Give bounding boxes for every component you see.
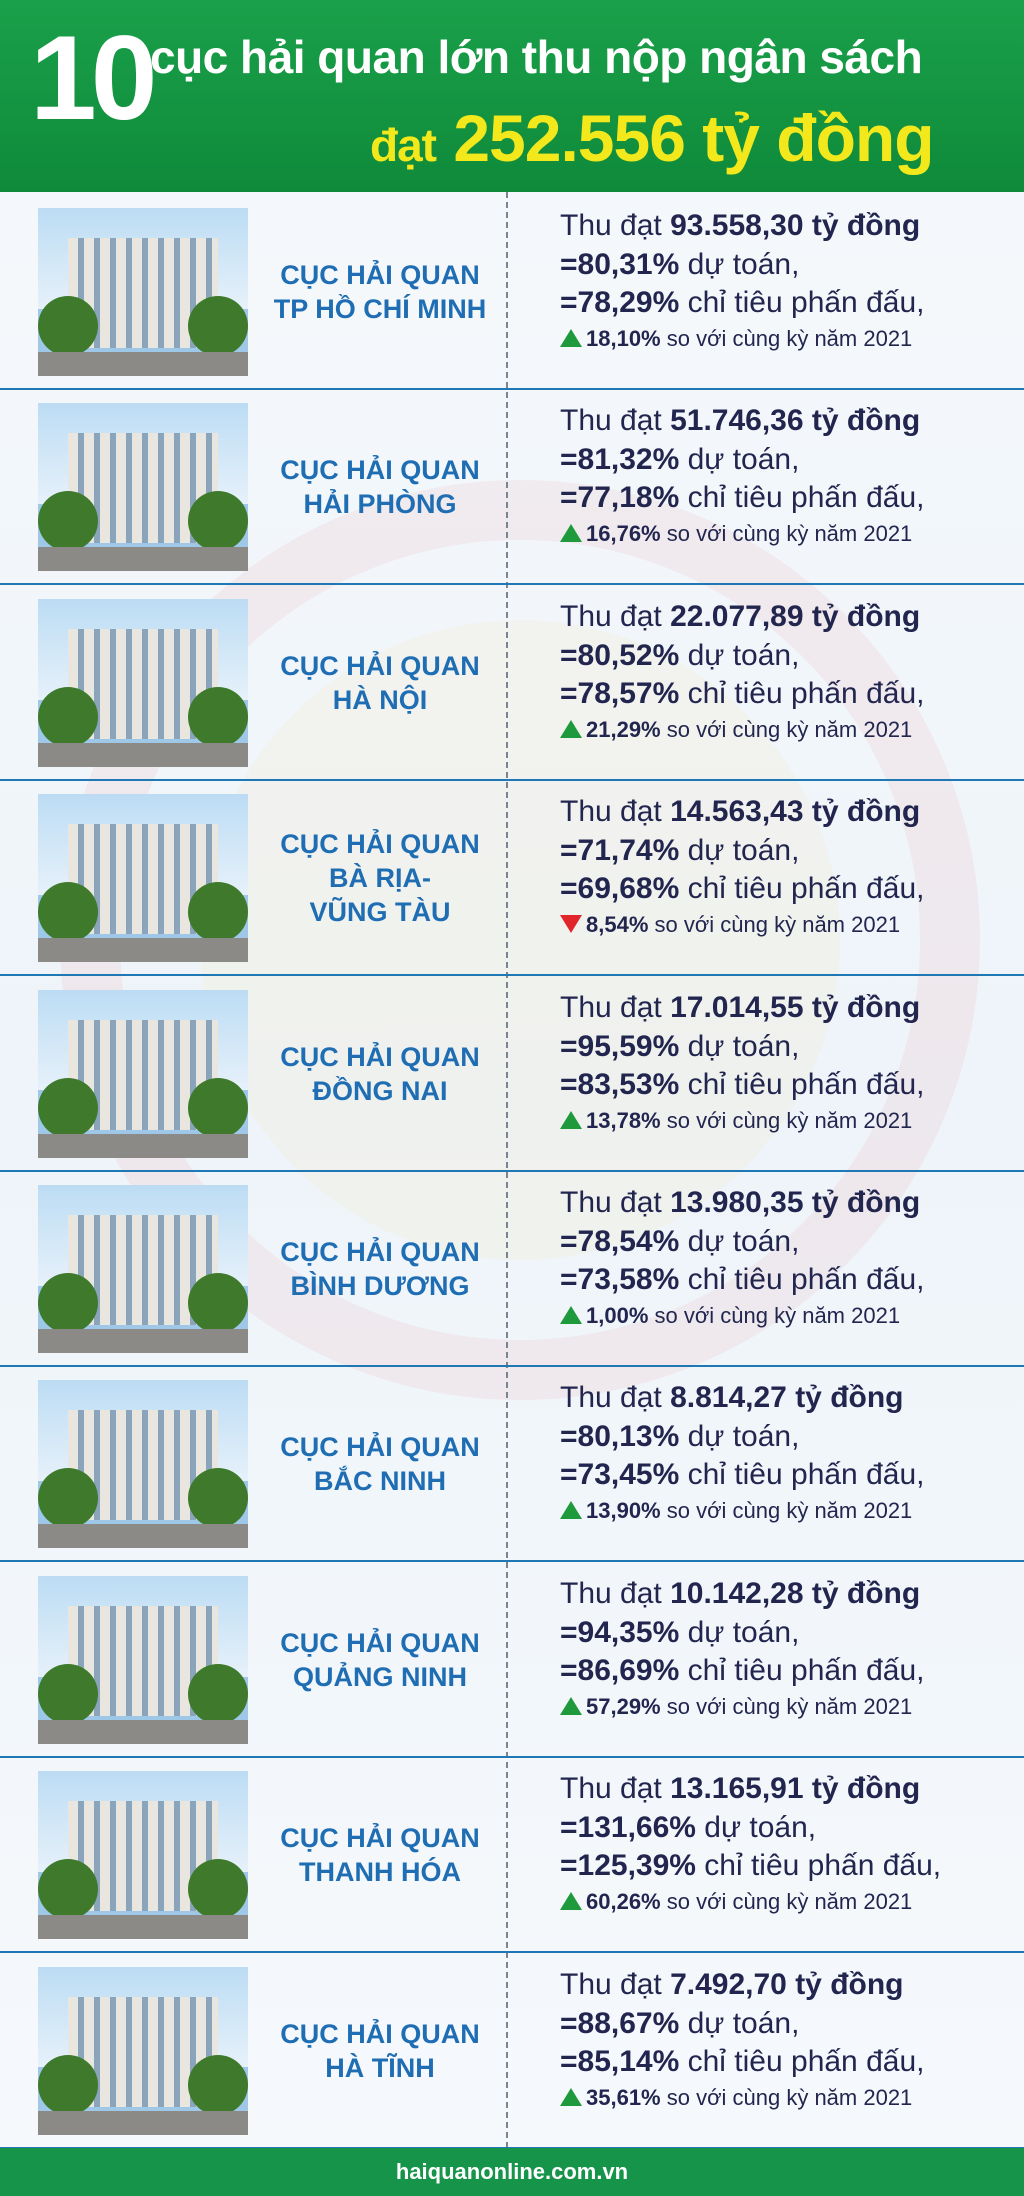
office-row: [0, 1757, 1024, 1953]
yoy-percent: 16,76%: [586, 521, 661, 547]
yoy-line: [560, 1690, 1020, 1724]
yoy-label: so với cùng kỳ năm 2021: [648, 912, 901, 938]
photo-ground: [38, 743, 248, 767]
office-name-line2: HÀ NỘI: [332, 684, 428, 715]
photo-ground: [38, 1134, 248, 1158]
target-label: chỉ tiêu phấn đấu,: [679, 1067, 925, 1101]
target-percent: =86,69%: [560, 1653, 680, 1687]
photo-tree: [38, 1078, 98, 1138]
revenue-line: [560, 597, 1020, 637]
estimate-label: dự toán,: [679, 2006, 800, 2040]
estimate-line: [560, 1614, 1020, 1652]
office-row: [0, 1953, 1024, 2149]
target-percent: =73,58%: [560, 1263, 680, 1296]
target-line: [560, 1456, 1020, 1494]
revenue-line: [560, 206, 1020, 246]
yoy-label: so với cùng kỳ năm 2021: [660, 1498, 913, 1524]
revenue-amount: 10.142,28 tỷ đồng: [670, 1576, 921, 1610]
photo-tree: [38, 882, 98, 942]
revenue-line: [560, 1183, 1020, 1223]
target-label: chỉ tiêu phấn đấu,: [679, 1653, 925, 1687]
photo-ground: [38, 352, 248, 376]
yoy-line: [560, 1885, 1020, 1919]
office-building-photo: [38, 1380, 248, 1548]
office-name: [262, 976, 498, 1172]
yoy-percent: 21,29%: [586, 716, 661, 742]
estimate-percent: =80,31%: [560, 248, 680, 281]
office-name-line3: VŨNG TÀU: [309, 897, 451, 928]
office-building-photo: [38, 403, 248, 571]
office-name-line1: CỤC HẢI QUAN: [280, 1627, 480, 1658]
office-building-photo: [38, 208, 248, 376]
office-name-line2: HẢI PHÒNG: [303, 489, 457, 520]
estimate-label: dự toán,: [679, 1420, 800, 1454]
office-stats: [560, 597, 1020, 747]
office-name: [262, 389, 498, 585]
arrow-up-icon: [560, 720, 582, 738]
target-percent: =83,53%: [560, 1067, 680, 1101]
target-line: [560, 1652, 1020, 1690]
estimate-line: [560, 1418, 1020, 1456]
photo-tree: [188, 1468, 248, 1528]
target-line: [560, 284, 1020, 322]
office-name-line1: CỤC HẢI QUAN: [280, 1237, 480, 1267]
yoy-label: so với cùng kỳ năm 2021: [660, 716, 913, 742]
estimate-line: [560, 832, 1020, 870]
estimate-line: [560, 441, 1020, 479]
yoy-line: [560, 908, 1020, 942]
office-name-line2: QUẢNG NINH: [293, 1661, 467, 1692]
office-row: [0, 1171, 1024, 1367]
arrow-up-icon: [560, 2088, 582, 2106]
revenue-line: [560, 1574, 1020, 1614]
header-total-prefix: đạt: [370, 119, 436, 171]
office-name: [262, 585, 498, 781]
photo-tree: [38, 1664, 98, 1724]
office-row: [0, 585, 1024, 781]
estimate-line: [560, 1223, 1020, 1261]
office-name: [262, 1366, 498, 1562]
estimate-percent: =94,35%: [560, 1615, 680, 1649]
revenue-prefix: Thu đạt: [560, 1967, 671, 2001]
photo-ground: [38, 547, 248, 571]
revenue-line: [560, 401, 1020, 441]
office-name-line1: CỤC HẢI QUAN: [280, 1823, 480, 1854]
estimate-percent: =131,66%: [560, 1811, 696, 1845]
yoy-line: [560, 2081, 1020, 2115]
revenue-prefix: Thu đạt: [560, 1381, 671, 1415]
arrow-up-icon: [560, 1501, 582, 1519]
revenue-amount: 22.077,89 tỷ đồng: [670, 599, 921, 633]
office-building-photo: [38, 990, 248, 1158]
header-title: cục hải quan lớn thu nộp ngân sách: [150, 31, 923, 83]
revenue-amount: 14.563,43 tỷ đồng: [670, 795, 921, 829]
estimate-percent: =95,59%: [560, 1029, 680, 1063]
yoy-label: so với cùng kỳ năm 2021: [660, 2084, 913, 2110]
header-total: [370, 100, 934, 176]
office-stats: [560, 1769, 1020, 1919]
yoy-percent: 35,61%: [586, 2084, 661, 2110]
yoy-percent: 8,54%: [586, 912, 649, 938]
yoy-line: [560, 1494, 1020, 1528]
office-building-photo: [38, 794, 248, 962]
yoy-line: [560, 1299, 1020, 1333]
office-stats: [560, 988, 1020, 1138]
office-row: [0, 780, 1024, 976]
photo-tree: [188, 1859, 248, 1919]
revenue-prefix: Thu đạt: [560, 209, 671, 242]
yoy-line: [560, 517, 1020, 551]
photo-tree: [38, 1468, 98, 1528]
yoy-line: [560, 713, 1020, 747]
header-total-amount: 252.556 tỷ đồng: [453, 101, 934, 175]
office-name: [262, 1757, 498, 1953]
target-line: [560, 1066, 1020, 1104]
arrow-up-icon: [560, 524, 582, 542]
revenue-amount: 93.558,30 tỷ đồng: [670, 209, 921, 242]
estimate-percent: =80,13%: [560, 1420, 680, 1454]
office-stats: [560, 1574, 1020, 1724]
header-banner: [0, 0, 1024, 192]
photo-tree: [188, 491, 248, 551]
yoy-percent: 57,29%: [586, 1693, 661, 1719]
yoy-percent: 13,78%: [586, 1107, 661, 1133]
revenue-line: [560, 792, 1020, 832]
office-name-line1: CỤC HẢI QUAN: [280, 2018, 480, 2049]
office-name-line1: CỤC HẢI QUAN: [280, 455, 480, 486]
photo-tree: [188, 1273, 248, 1333]
revenue-amount: 8.814,27 tỷ đồng: [670, 1381, 904, 1415]
target-label: chỉ tiêu phấn đấu,: [695, 1849, 942, 1883]
estimate-line: [560, 246, 1020, 284]
office-name-line2: BÀ RỊA-: [329, 863, 431, 894]
office-name: [262, 1562, 498, 1758]
revenue-prefix: Thu đạt: [560, 1772, 671, 1806]
target-percent: =78,57%: [560, 676, 680, 710]
arrow-up-icon: [560, 1892, 582, 1910]
estimate-percent: =81,32%: [560, 443, 680, 477]
yoy-label: so với cùng kỳ năm 2021: [660, 1693, 913, 1719]
revenue-prefix: Thu đạt: [560, 1186, 671, 1219]
photo-tree: [38, 296, 98, 356]
arrow-down-icon: [560, 915, 582, 933]
yoy-percent: 13,90%: [586, 1498, 661, 1524]
arrow-up-icon: [560, 329, 582, 347]
office-row: [0, 1562, 1024, 1758]
estimate-label: dự toán,: [679, 834, 800, 868]
estimate-label: dự toán,: [679, 1615, 800, 1649]
office-name-line2: TP HỒ CHÍ MINH: [273, 294, 487, 324]
header-number: 10: [30, 11, 152, 145]
photo-tree: [188, 296, 248, 356]
office-row: [0, 389, 1024, 585]
target-line: [560, 2043, 1020, 2081]
arrow-up-icon: [560, 1697, 582, 1715]
estimate-label: dự toán,: [679, 1029, 800, 1063]
estimate-percent: =80,52%: [560, 638, 680, 672]
target-label: chỉ tiêu phấn đấu,: [679, 2044, 925, 2078]
target-line: [560, 1847, 1020, 1885]
photo-tree: [38, 1859, 98, 1919]
office-stats: [560, 1183, 1020, 1333]
office-row: [0, 1366, 1024, 1562]
office-stats: [560, 206, 1020, 356]
office-building-photo: [38, 599, 248, 767]
office-name-line1: CỤC HẢI QUAN: [280, 650, 480, 681]
revenue-prefix: Thu đạt: [560, 404, 671, 438]
yoy-percent: 1,00%: [586, 1303, 649, 1328]
photo-ground: [38, 1915, 248, 1939]
revenue-line: [560, 988, 1020, 1028]
yoy-label: so với cùng kỳ năm 2021: [660, 1889, 913, 1915]
estimate-line: [560, 2005, 1020, 2043]
office-name-line1: CỤC HẢI QUAN: [280, 260, 480, 290]
target-label: chỉ tiêu phấn đấu,: [679, 872, 925, 906]
footer-site[interactable]: haiquanonline.com.vn: [395, 2159, 629, 2184]
yoy-line: [560, 322, 1020, 356]
estimate-label: dự toán,: [679, 1225, 800, 1258]
yoy-label: so với cùng kỳ năm 2021: [648, 1303, 901, 1328]
office-name-line2: BẮC NINH: [314, 1466, 446, 1497]
estimate-percent: =71,74%: [560, 834, 680, 868]
target-percent: =73,45%: [560, 1458, 680, 1492]
estimate-label: dự toán,: [679, 443, 800, 477]
revenue-prefix: Thu đạt: [560, 599, 671, 633]
revenue-prefix: Thu đạt: [560, 795, 671, 829]
revenue-line: [560, 1769, 1020, 1809]
office-name-line1: CỤC HẢI QUAN: [280, 1432, 480, 1463]
estimate-percent: =88,67%: [560, 2006, 680, 2040]
revenue-amount: 51.746,36 tỷ đồng: [670, 404, 921, 438]
office-stats: [560, 401, 1020, 551]
target-percent: =77,18%: [560, 481, 680, 515]
photo-tree: [188, 882, 248, 942]
photo-tree: [188, 687, 248, 747]
arrow-up-icon: [560, 1111, 582, 1129]
estimate-label: dự toán,: [679, 638, 800, 672]
footer-bar: [0, 2148, 1024, 2196]
office-name-line1: CỤC HẢI QUAN: [280, 829, 480, 860]
office-name-line2: ĐỒNG NAI: [312, 1075, 448, 1106]
office-building-photo: [38, 1967, 248, 2135]
office-stats: [560, 1378, 1020, 1528]
target-line: [560, 675, 1020, 713]
target-label: chỉ tiêu phấn đấu,: [679, 481, 925, 515]
office-building-photo: [38, 1576, 248, 1744]
yoy-label: so với cùng kỳ năm 2021: [660, 326, 913, 351]
target-line: [560, 479, 1020, 517]
photo-ground: [38, 1720, 248, 1744]
revenue-prefix: Thu đạt: [560, 990, 671, 1024]
office-name-line2: THANH HÓA: [299, 1857, 461, 1888]
target-percent: =85,14%: [560, 2044, 680, 2078]
revenue-amount: 13.165,91 tỷ đồng: [670, 1772, 921, 1806]
office-building-photo: [38, 1185, 248, 1353]
office-stats: [560, 1965, 1020, 2115]
yoy-percent: 60,26%: [586, 1889, 661, 1915]
photo-ground: [38, 1524, 248, 1548]
target-percent: =78,29%: [560, 286, 680, 319]
revenue-prefix: Thu đạt: [560, 1576, 671, 1610]
target-label: chỉ tiêu phấn đấu,: [679, 676, 925, 710]
photo-ground: [38, 938, 248, 962]
photo-ground: [38, 2111, 248, 2135]
office-row: [0, 194, 1024, 390]
yoy-label: so với cùng kỳ năm 2021: [660, 1107, 913, 1133]
photo-ground: [38, 1329, 248, 1353]
photo-tree: [188, 1664, 248, 1724]
target-percent: =125,39%: [560, 1849, 696, 1883]
target-percent: =69,68%: [560, 872, 680, 906]
photo-tree: [188, 1078, 248, 1138]
target-line: [560, 870, 1020, 908]
office-building-photo: [38, 1771, 248, 1939]
target-label: chỉ tiêu phấn đấu,: [679, 286, 925, 319]
office-row: [0, 976, 1024, 1172]
estimate-label: dự toán,: [679, 248, 800, 281]
yoy-line: [560, 1104, 1020, 1138]
photo-tree: [188, 2055, 248, 2115]
revenue-line: [560, 1378, 1020, 1418]
revenue-amount: 17.014,55 tỷ đồng: [670, 990, 921, 1024]
office-name: [262, 780, 498, 976]
office-name-line1: CỤC HẢI QUAN: [280, 1041, 480, 1072]
estimate-line: [560, 637, 1020, 675]
arrow-up-icon: [560, 1306, 582, 1324]
office-stats: [560, 792, 1020, 942]
office-name: [262, 1171, 498, 1367]
photo-tree: [38, 687, 98, 747]
revenue-amount: 13.980,35 tỷ đồng: [670, 1186, 921, 1219]
yoy-label: so với cùng kỳ năm 2021: [660, 521, 913, 547]
estimate-line: [560, 1809, 1020, 1847]
estimate-percent: =78,54%: [560, 1225, 680, 1258]
target-line: [560, 1261, 1020, 1299]
revenue-amount: 7.492,70 tỷ đồng: [670, 1967, 904, 2001]
office-name: [262, 1953, 498, 2149]
office-name-line2: BÌNH DƯƠNG: [290, 1271, 470, 1301]
revenue-line: [560, 1965, 1020, 2005]
photo-tree: [38, 491, 98, 551]
target-label: chỉ tiêu phấn đấu,: [679, 1263, 925, 1296]
photo-tree: [38, 1273, 98, 1333]
estimate-line: [560, 1028, 1020, 1066]
photo-tree: [38, 2055, 98, 2115]
yoy-percent: 18,10%: [586, 326, 661, 351]
office-name: [262, 194, 498, 390]
office-name-line2: HÀ TĨNH: [325, 2052, 435, 2083]
target-label: chỉ tiêu phấn đấu,: [679, 1458, 925, 1492]
estimate-label: dự toán,: [695, 1811, 817, 1845]
